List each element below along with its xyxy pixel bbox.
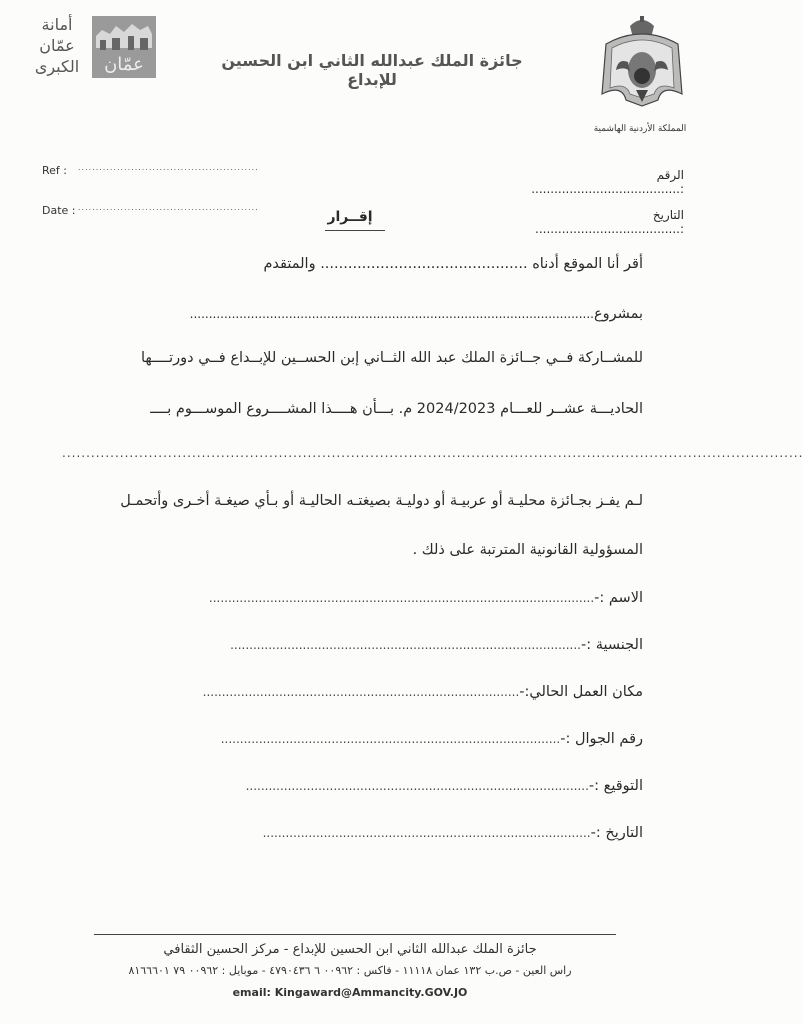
declaration-line-1: أقر أنا الموقع أدناه ............................................. والمتقدم — [263, 256, 643, 272]
project-field[interactable]: .......................................................................................................... — [189, 307, 594, 321]
form-date-field[interactable]: ...................................................................................... — [262, 826, 591, 840]
top-date-field[interactable]: التاريخ :...................................... — [535, 208, 684, 236]
jordan-coat-of-arms-icon — [596, 14, 688, 110]
amman-line-2: عمّان — [39, 36, 75, 55]
nationality-row — [230, 637, 643, 653]
amman-municipality-text — [24, 14, 90, 77]
date-label: Date : — [42, 204, 76, 217]
form-date-label: التاريخ :- — [590, 825, 643, 841]
project-label: بمشروع — [593, 306, 643, 322]
signature-row — [246, 778, 643, 794]
workplace-row — [203, 684, 643, 700]
amman-logo-icon — [92, 16, 156, 78]
date-field[interactable]: ................................................... — [78, 203, 259, 212]
award-title: جائزة الملك عبدالله الثاني ابن الحسين للإبداع — [221, 51, 523, 89]
footer-divider — [94, 934, 616, 935]
declaration-line-4: الحاديـــة عشــر للعـــام 2024/2023 م. بـــأن هــــذا المشــــروع الموســـوم بــــ — [150, 401, 643, 417]
mobile-field[interactable]: ......................................................................................... — [220, 732, 561, 746]
declaration-line-6: لـم يفـز بجـائزة محليـة أو عربيـة أو دوليـة بصيغتـه الحاليـة أو بـأي صيغـة أخـرى وأتحمـل — [120, 493, 643, 509]
nationality-field[interactable]: ............................................................................................ — [230, 638, 581, 652]
amman-line-1: أمانة — [41, 15, 73, 34]
amman-line-3: الكبرى — [34, 57, 80, 76]
name-label: الاسم :- — [594, 590, 643, 606]
document-title: إقــرار — [327, 209, 373, 225]
footer-email[interactable]: email: Kingaward@Ammancity.GOV.JO — [232, 986, 468, 999]
form-date-row — [263, 825, 643, 841]
kingdom-name: المملكة الأردنية الهاشمية — [593, 124, 687, 134]
footer-org: جائزة الملك عبدالله الثاني ابن الحسين للإبداع - مركز الحسين الثقافي — [163, 942, 537, 957]
title-underline — [325, 230, 385, 231]
mobile-row — [221, 731, 643, 747]
amman-logo-text: عمّان — [104, 54, 144, 75]
mobile-label: رقم الجوال :- — [560, 731, 643, 747]
footer-address: راس العين - ص.ب ١٣٢ عمان ١١١١٨ - فاكس : ٠٠٩٦٢ ٦ ٤٧٩٠٤٣٦ - موبايل : ٠٠٩٦٢ ٧٩ ٨١٦٦٦٠١ — [128, 964, 572, 977]
signature-label: التوقيع :- — [588, 778, 643, 794]
name-field[interactable]: ..................................................................................................... — [208, 591, 595, 605]
declaration-line-2 — [190, 306, 643, 322]
signature-field[interactable]: .......................................................................................... — [245, 779, 589, 793]
declaration-line-7: المسؤولية القانونية المترتبة على ذلك . — [412, 542, 643, 558]
ref-field[interactable]: ................................................... — [78, 163, 259, 172]
declaration-line-3: للمشــاركة فــي جــائزة الملك عبد الله الثــاني إبن الحســين للإبــداع فــي دورتــــها — [141, 350, 643, 366]
number-field[interactable]: الرقم :....................................... — [531, 168, 684, 196]
name-row — [209, 590, 643, 606]
ref-label: Ref : — [42, 164, 67, 177]
workplace-label: مكان العمل الحالي:- — [519, 684, 643, 700]
project-title-field[interactable]: .......................................................................................................................................................... — [62, 446, 803, 460]
workplace-field[interactable]: ................................................................................... — [202, 685, 520, 699]
nationality-label: الجنسية :- — [581, 637, 643, 653]
